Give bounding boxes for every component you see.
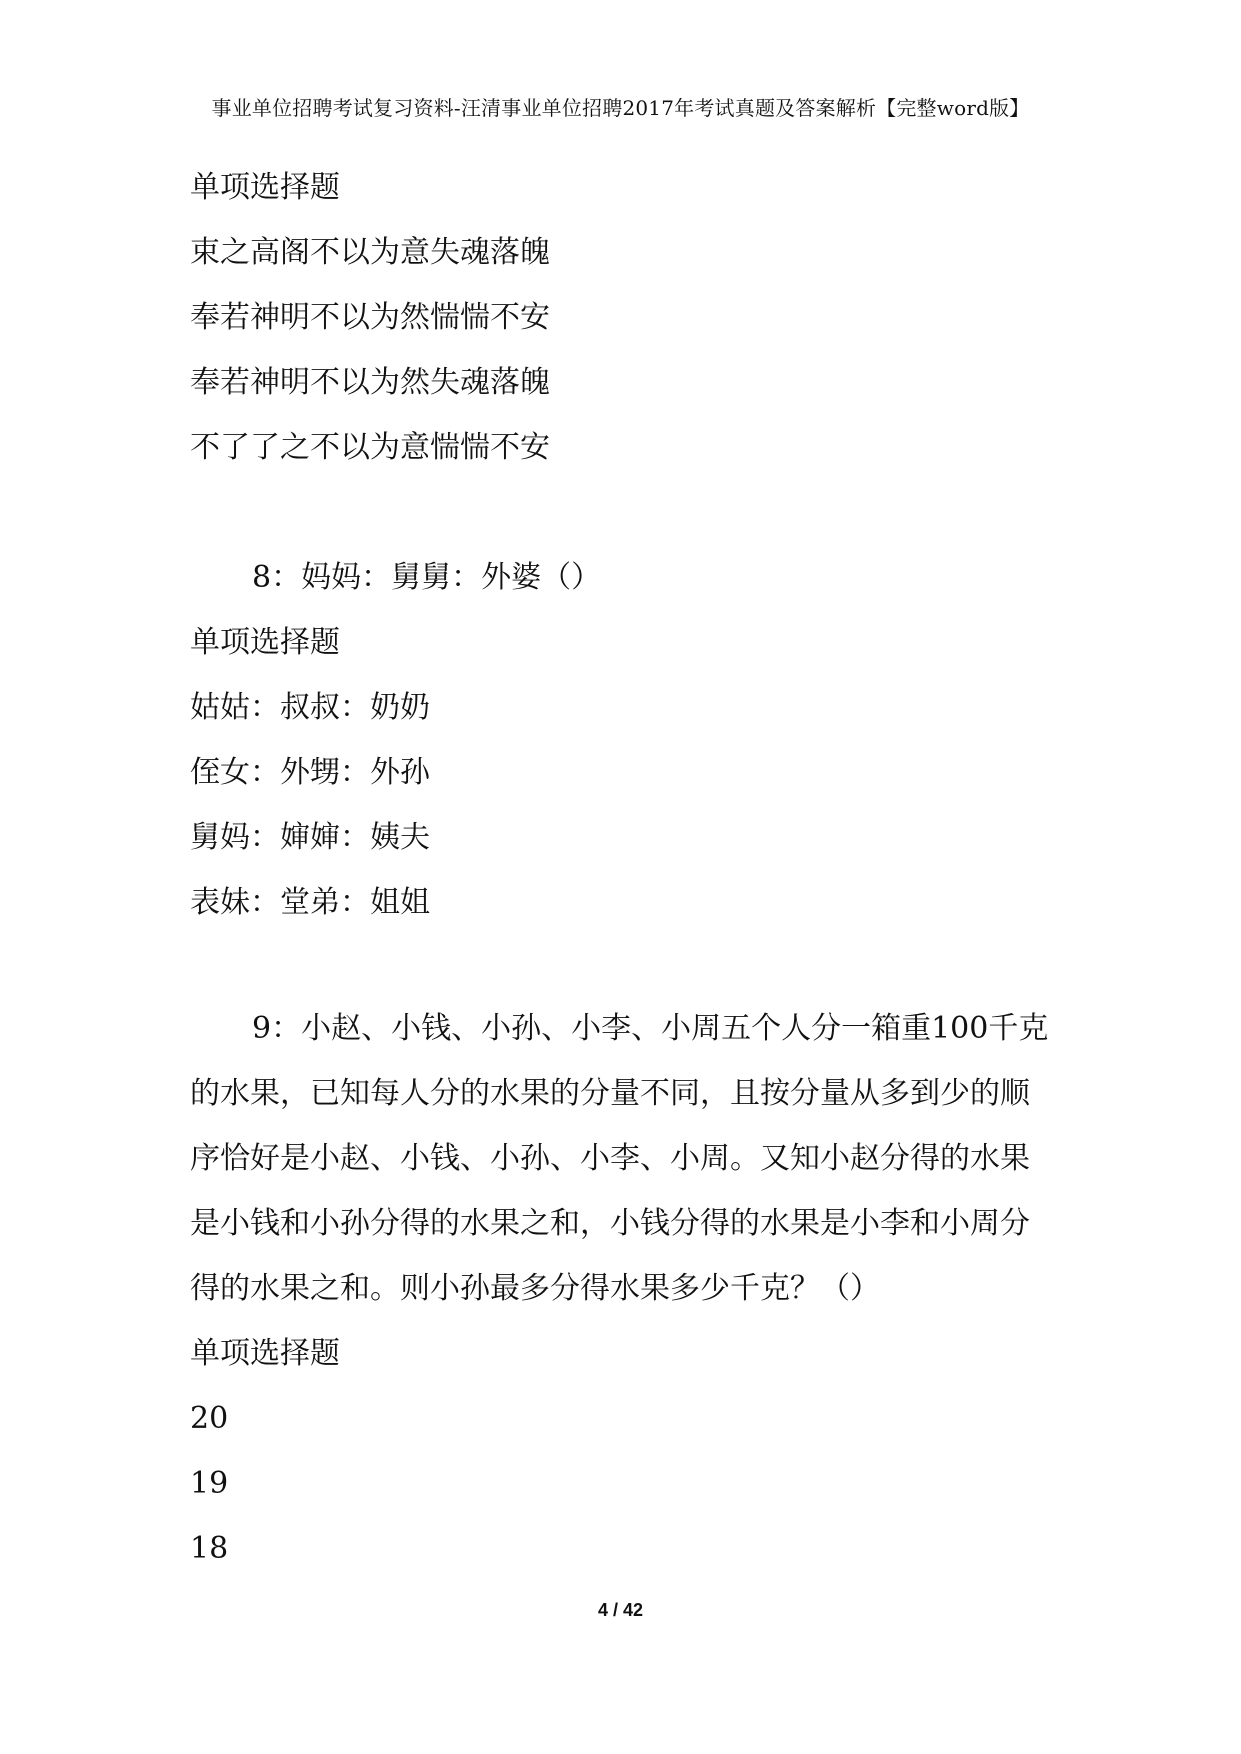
option-c: 舅妈：婶婶：姨夫 — [190, 820, 430, 855]
question-9-text: 9：小赵、小钱、小孙、小李、小周五个人分一箱重100千克的水果，已知每人分的水果的分量不同，且按分量从多到少的顺序恰好是小赵、小钱、小孙、小李、小周。又知小赵分得的水果是小钱和小孙分得的水果之和，小钱分得的水果是小李和小周分得的水果之和。则小孙最多分得水果多少千克？（） — [190, 1011, 1049, 1306]
option-c: 奉若神明不以为然失魂落魄 — [190, 365, 550, 400]
option-b: 奉若神明不以为然惴惴不安 — [190, 300, 550, 335]
question-type-label: 单项选择题 — [190, 1336, 340, 1371]
question-type-label: 单项选择题 — [190, 170, 340, 205]
option-a: 姑姑：叔叔：奶奶 — [190, 690, 430, 725]
question-9-block — [190, 996, 1050, 1581]
page-number: 4 / 42 — [597, 1600, 644, 1620]
option-d: 不了了之不以为意惴惴不安 — [190, 430, 550, 465]
option-c: 18 — [190, 1531, 229, 1566]
prev-question-block — [190, 155, 1050, 480]
question-type-label: 单项选择题 — [190, 625, 340, 660]
option-a: 20 — [190, 1401, 229, 1436]
option-d: 表妹：堂弟：姐姐 — [190, 885, 430, 920]
option-b: 侄女：外甥：外孙 — [190, 755, 430, 790]
page-header: 事业单位招聘考试复习资料-汪清事业单位招聘2017年考试真题及答案解析【完整word版】 — [211, 96, 1030, 120]
question-8-block — [190, 545, 1050, 935]
option-a: 束之高阁不以为意失魂落魄 — [190, 235, 550, 270]
question-8-title: 8：妈妈：舅舅：外婆（） — [252, 560, 602, 595]
option-b: 19 — [190, 1466, 229, 1501]
